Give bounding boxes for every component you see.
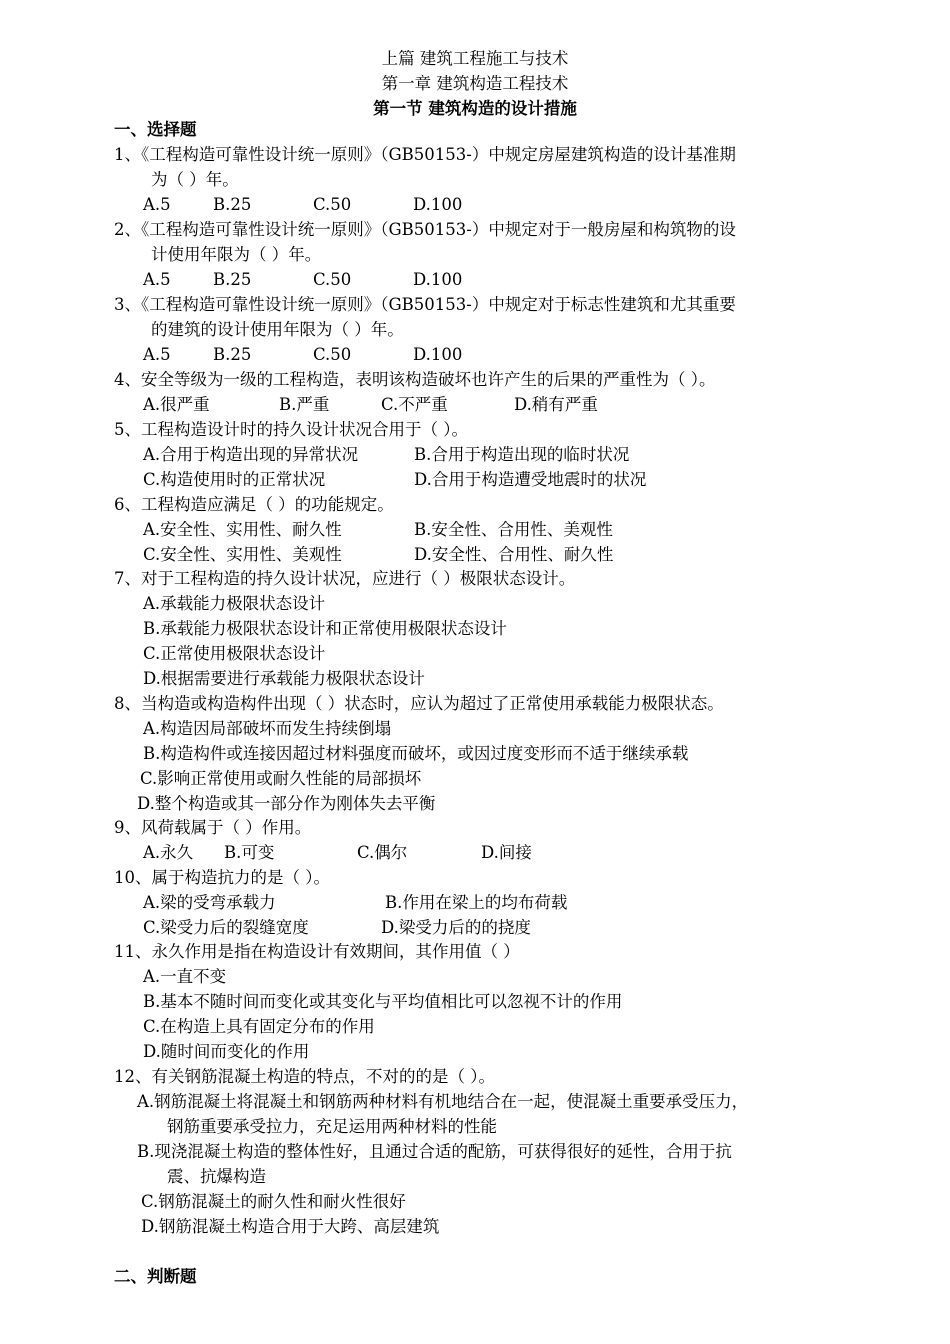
question-9-option-b: B.可变 bbox=[224, 843, 275, 862]
question-10-option-b: B.作用在梁上的均布荷载 bbox=[385, 893, 568, 912]
section-title: 第一节 建筑构造的设计措施 bbox=[373, 99, 577, 118]
question-4-option-b: B.严重 bbox=[279, 395, 330, 414]
question-9-option-c: C.偶尔 bbox=[357, 843, 408, 862]
question-9-option-a: A.永久 bbox=[143, 843, 194, 862]
question-11-option-c: C.在构造上具有固定分布的作用 bbox=[143, 1017, 375, 1036]
question-4-option-d: D.稍有严重 bbox=[514, 395, 598, 414]
question-3-option-a: A.5 bbox=[143, 345, 171, 364]
question-12-option-a-line-1: A.钢筋混凝土将混凝土和钢筋两种材料有机地结合在一起，使混凝土重要承受压力， bbox=[137, 1092, 749, 1111]
question-8-option-c: C.影响正常使用或耐久性能的局部损坏 bbox=[140, 769, 422, 788]
question-2-option-d: D.100 bbox=[413, 270, 463, 289]
question-1-option-b: B.25 bbox=[213, 195, 252, 214]
question-3-line-1: 3、《工程构造可靠性设计统一原则》（GB50153-）中规定对于标志性建筑和尤其重要 bbox=[114, 295, 736, 314]
question-12-option-d: D.钢筋混凝土构造合用于大跨、高层建筑 bbox=[141, 1217, 440, 1236]
question-7-option-d: D.根据需要进行承载能力极限状态设计 bbox=[143, 669, 425, 688]
question-9-option-d: D.间接 bbox=[481, 843, 532, 862]
question-8-option-d: D.整个构造或其一部分作为刚体失去平衡 bbox=[137, 794, 436, 813]
section-heading-judgment: 二、判断题 bbox=[114, 1267, 197, 1286]
question-6-option-b: B.安全性、合用性、美观性 bbox=[414, 520, 613, 539]
question-5-line-1: 5、工程构造设计时的持久设计状况合用于（ ）。 bbox=[114, 420, 468, 439]
question-7-option-c: C.正常使用极限状态设计 bbox=[143, 644, 326, 663]
question-11-option-b: B.基本不随时间而变化或其变化与平均值相比可以忽视不计的作用 bbox=[143, 992, 623, 1011]
question-1-line-1: 1、《工程构造可靠性设计统一原则》（GB50153-）中规定房屋建筑构造的设计基准期 bbox=[114, 145, 736, 164]
question-12-option-b-line-2: 震、抗爆构造 bbox=[167, 1167, 266, 1186]
question-7-option-a: A.承载能力极限状态设计 bbox=[143, 594, 326, 613]
question-7-option-b: B.承载能力极限状态设计和正常使用极限状态设计 bbox=[143, 619, 507, 638]
question-12-option-c: C.钢筋混凝土的耐久性和耐火性很好 bbox=[141, 1192, 406, 1211]
question-1-line-2: 为（ ）年。 bbox=[151, 170, 239, 189]
question-5-option-d: D.合用于构造遭受地震时的状况 bbox=[414, 470, 647, 489]
part-title: 上篇 建筑工程施工与技术 bbox=[381, 49, 569, 68]
question-3-option-b: B.25 bbox=[213, 345, 252, 364]
question-3-line-2: 的建筑的设计使用年限为（ ）年。 bbox=[151, 320, 404, 339]
question-2-line-2: 计使用年限为（ ）年。 bbox=[151, 245, 322, 264]
question-7-line-1: 7、对于工程构造的持久设计状况，应进行（ ）极限状态设计。 bbox=[114, 569, 576, 588]
question-9-line-1: 9、风荷载属于（ ）作用。 bbox=[114, 818, 312, 837]
question-6-option-c: C.安全性、实用性、美观性 bbox=[143, 545, 342, 564]
question-4-option-a: A.很严重 bbox=[143, 395, 210, 414]
question-11-option-a: A.一直不变 bbox=[143, 967, 227, 986]
question-6-option-a: A.安全性、实用性、耐久性 bbox=[143, 520, 342, 539]
question-3-option-d: D.100 bbox=[413, 345, 463, 364]
question-4-line-1: 4、安全等级为一级的工程构造，表明该构造破坏也许产生的后果的严重性为（ ）。 bbox=[114, 370, 716, 389]
question-8-line-1: 8、当构造或构造构件出现（ ）状态时，应认为超过了正常使用承载能力极限状态。 bbox=[114, 694, 724, 713]
question-3-option-c: C.50 bbox=[313, 345, 352, 364]
question-5-option-c: C.构造使用时的正常状况 bbox=[143, 470, 326, 489]
chapter-title: 第一章 建筑构造工程技术 bbox=[381, 74, 569, 93]
question-10-option-a: A.梁的受弯承载力 bbox=[143, 893, 276, 912]
question-2-option-b: B.25 bbox=[213, 270, 252, 289]
question-11-option-d: D.随时间而变化的作用 bbox=[143, 1042, 310, 1061]
question-12-option-b-line-1: B.现浇混凝土构造的整体性好，且通过合适的配筋，可获得很好的延性，合用于抗 bbox=[137, 1142, 732, 1161]
question-8-option-a: A.构造因局部破坏而发生持续倒塌 bbox=[143, 719, 392, 738]
question-1-option-d: D.100 bbox=[413, 195, 463, 214]
question-2-option-c: C.50 bbox=[313, 270, 352, 289]
question-1-option-c: C.50 bbox=[313, 195, 352, 214]
question-2-option-a: A.5 bbox=[143, 270, 171, 289]
question-5-option-a: A.合用于构造出现的异常状况 bbox=[143, 445, 359, 464]
question-10-option-d: D.梁受力后的的挠度 bbox=[381, 918, 531, 937]
question-6-option-d: D.安全性、合用性、耐久性 bbox=[414, 545, 614, 564]
question-11-line-1: 11、永久作用是指在构造设计有效期间，其作用值（ ） bbox=[114, 942, 520, 961]
question-5-option-b: B.合用于构造出现的临时状况 bbox=[414, 445, 630, 464]
question-4-option-c: C.不严重 bbox=[381, 395, 448, 414]
section-heading-choice: 一、选择题 bbox=[114, 120, 197, 139]
question-8-option-b: B.构造构件或连接因超过材料强度而破坏，或因过度变形而不适于继续承载 bbox=[143, 744, 689, 763]
question-2-line-1: 2、《工程构造可靠性设计统一原则》（GB50153-）中规定对于一般房屋和构筑物的设 bbox=[114, 220, 736, 239]
question-10-option-c: C.梁受力后的裂缝宽度 bbox=[143, 918, 309, 937]
question-12-option-a-line-2: 钢筋重要承受拉力，充足运用两种材料的性能 bbox=[167, 1117, 497, 1136]
question-10-line-1: 10、属于构造抗力的是（ ）。 bbox=[114, 868, 330, 887]
question-1-option-a: A.5 bbox=[143, 195, 171, 214]
question-12-line-1: 12、有关钢筋混凝土构造的特点，不对的的是（ ）。 bbox=[114, 1067, 495, 1086]
question-6-line-1: 6、工程构造应满足（ ）的功能规定。 bbox=[114, 495, 394, 514]
